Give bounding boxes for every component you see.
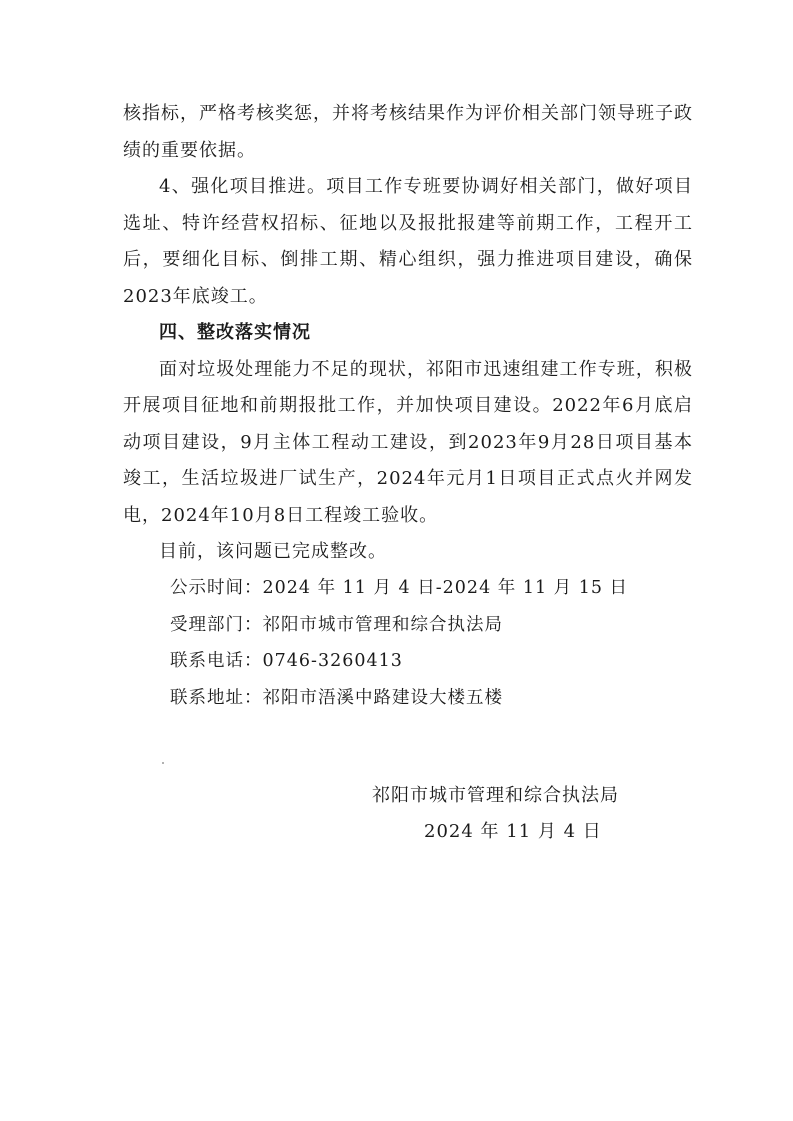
scan-speck xyxy=(162,762,164,764)
section-heading-rectification: 四、整改落实情况 xyxy=(159,322,311,343)
signature-date: 2024 年 11 月 4 日 xyxy=(424,821,602,842)
notice-department: 受理部门：祁阳市城市管理和综合执法局 xyxy=(170,614,503,635)
document-body xyxy=(123,96,693,571)
notice-block xyxy=(170,570,628,716)
signature-block xyxy=(372,778,619,850)
notice-phone: 联系电话：0746-3260413 xyxy=(170,651,403,671)
notice-period: 公示时间：2024 年 11 月 4 日-2024 年 11 月 15 日 xyxy=(170,578,629,598)
paragraph-assessment-tail: 核指标，严格考核奖惩，并将考核结果作为评价相关部门领导班子政绩的重要依据。 xyxy=(123,103,693,161)
signature-org: 祁阳市城市管理和综合执法局 xyxy=(372,785,619,806)
paragraph-project-promotion: 4、强化项目推进。项目工作专班要协调好相关部门，做好项目选址、特许经营权招标、征地以及报批报建等前期工作，工程开工后，要细化目标、倒排工期、精心组织，强力推进项目建设，确保2023年底竣工。 xyxy=(123,176,693,307)
paragraph-rectification-status: 目前，该问题已完成整改。 xyxy=(159,541,387,562)
notice-address: 联系地址：祁阳市浯溪中路建设大楼五楼 xyxy=(170,687,503,708)
paragraph-rectification-details: 面对垃圾处理能力不足的现状，祁阳市迅速组建工作专班，积极开展项目征地和前期报批工作，并加快项目建设。2022年6月底启动项目建设，9月主体工程动工建设，到2023年9月28日项目基本竣工，生活垃圾进厂试生产，2024年元月1日项目正式点火并网发电，2024年10月8日工程竣工验收。 xyxy=(123,358,693,526)
